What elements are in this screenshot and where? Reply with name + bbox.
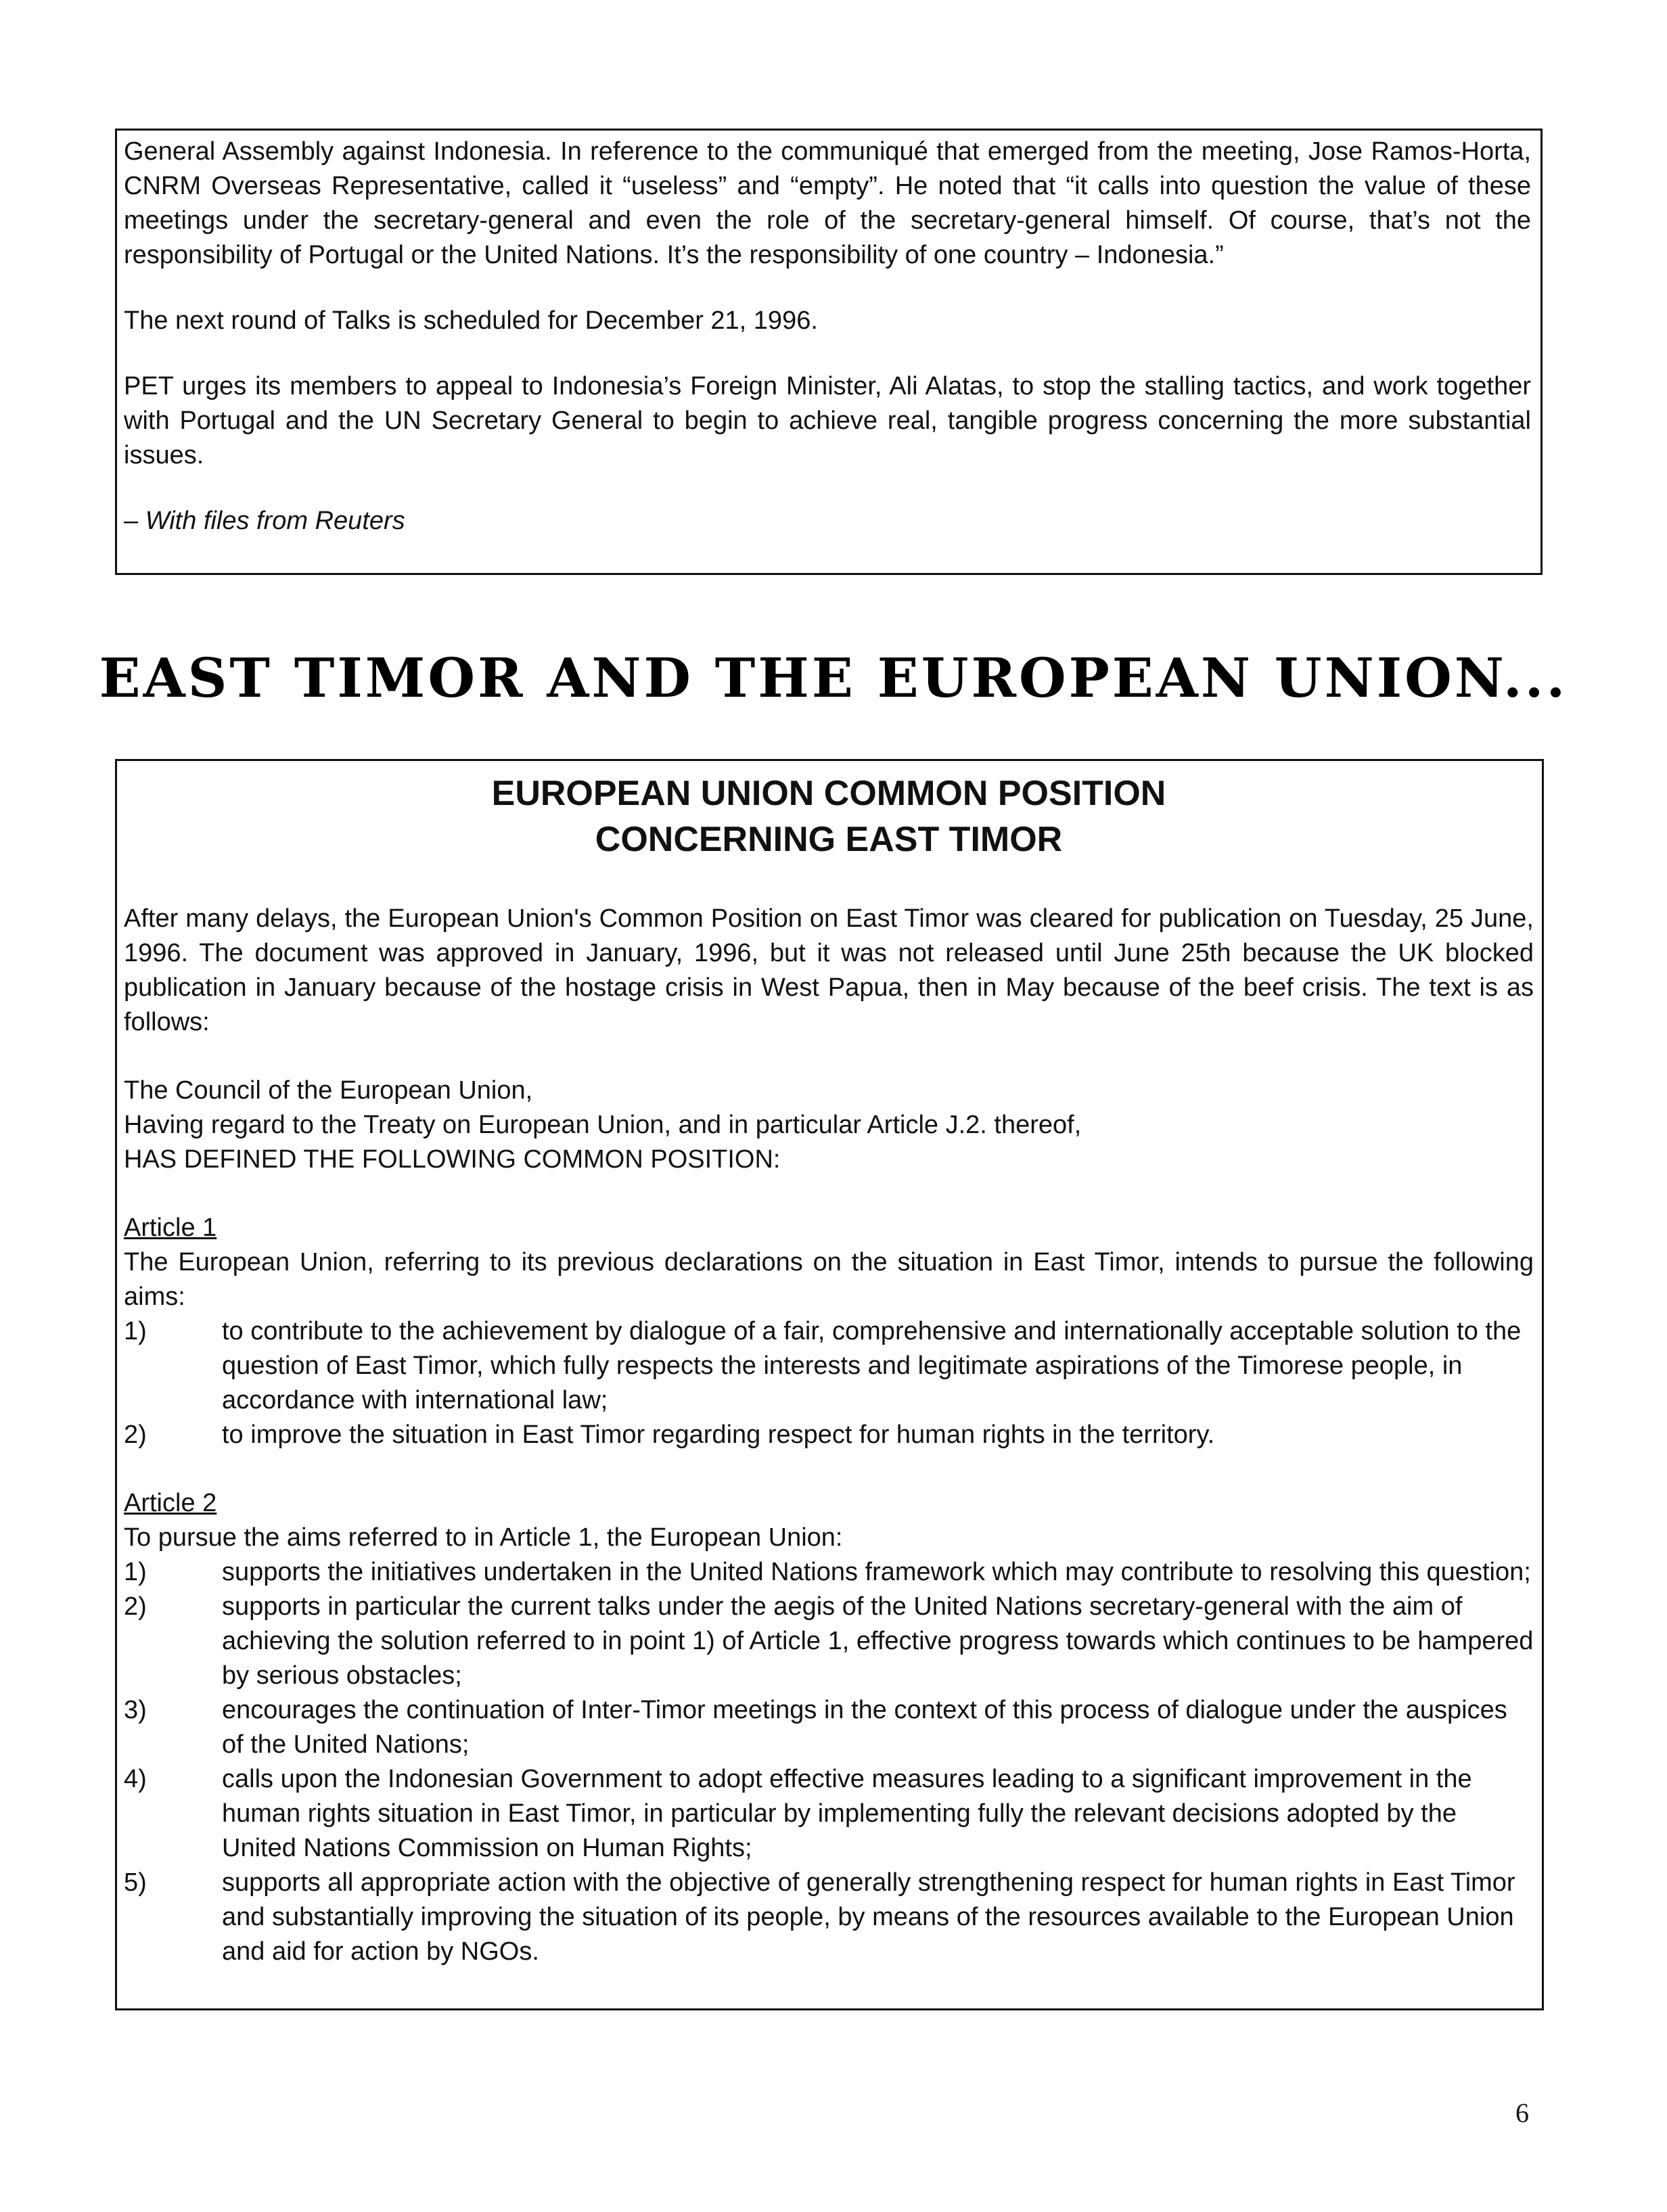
list-item (124, 1762, 1534, 1866)
council-line: HAS DEFINED THE FOLLOWING COMMON POSITION: (124, 1145, 781, 1174)
item-text: supports in particular the current talks under the aegis of the United Nations secretary-general with the aim of achieving the solution referred to in point 1) of Article 1, effective progress towards which continues to be hampered by serious obstacles; (222, 1592, 1534, 1690)
council-preamble (124, 1074, 1534, 1177)
item-number: 3) (124, 1696, 147, 1724)
article-1-heading: Article 1 (124, 1214, 217, 1242)
item-number: 5) (124, 1868, 147, 1897)
item-text: to improve the situation in East Timor regarding respect for human rights in the territory. (222, 1421, 1215, 1449)
common-position-box (115, 759, 1544, 2010)
paragraph-ramos-horta: General Assembly against Indonesia. In reference to the communiqué that emerged from the meeting, Jose Ramos-Horta, CNRM Overseas Representative, called it “useless” and “empty”. He noted that “it calls into question the value of these meetings under the secretary-general and even the role of the secretary-general himself. Of course, that’s not the responsibility of Portugal or the United Nations. It’s the responsibility of one country – Indonesia.” (124, 137, 1531, 269)
list-item (124, 1590, 1534, 1693)
paragraph-pet-appeal: PET urges its members to appeal to Indonesia’s Foreign Minister, Ali Alatas, to stop the stalling tactics, and work together with Portugal and the UN Secretary General to begin to achieve real, tangible progress concerning the more substantial issues. (124, 372, 1531, 469)
item-number: 1) (124, 1317, 147, 1345)
item-text: calls upon the Indonesian Government to adopt effective measures leading to a significant improvement in the human rights situation in East Timor, in particular by implementing fully the relevant decisions adopted by the United Nations Commission on Human Rights; (222, 1765, 1472, 1862)
box-title-line-1: EUROPEAN UNION COMMON POSITION (491, 774, 1166, 813)
top-article-box (115, 129, 1543, 575)
item-number: 4) (124, 1765, 147, 1793)
item-number: 1) (124, 1558, 147, 1586)
council-line: The Council of the European Union, (124, 1076, 533, 1105)
item-text: to contribute to the achievement by dialogue of a fair, comprehensive and internationally acceptable solution to the question of East Timor, which fully respects the interests and legitimate aspirations of the Timorese people, in accordance with international law; (222, 1317, 1522, 1414)
council-line: Having regard to the Treaty on European Union, and in particular Article J.2. thereof, (124, 1111, 1082, 1139)
list-item (124, 1314, 1534, 1418)
item-number: 2) (124, 1592, 147, 1621)
article-2-list (124, 1555, 1534, 1969)
section-heading: EAST TIMOR AND THE EUROPEAN UNION... (99, 646, 1568, 710)
box-title-line-2: CONCERNING EAST TIMOR (595, 820, 1063, 859)
list-item (124, 1866, 1534, 1969)
intro-paragraph: After many delays, the European Union's Common Position on East Timor was cleared for publication on Tuesday, 25 June, 1996. The document was approved in January, 1996, but it was not released until June 25th because the UK blocked publication in January because of the hostage crisis in West Papua, then in May because of the beef crisis. The text is as follows: (124, 904, 1534, 1036)
item-text: encourages the continuation of Inter-Timor meetings in the context of this process of dialogue under the auspices of the United Nations; (222, 1696, 1507, 1759)
credit-line: – With files from Reuters (124, 507, 405, 535)
list-item (124, 1555, 1534, 1590)
list-item (124, 1693, 1534, 1762)
article-2-heading: Article 2 (124, 1489, 217, 1517)
item-text: supports all appropriate action with the objective of generally strengthening respect for human rights in East Timor and substantially improving the situation of its people, by means of the resources available to the European Union and aid for action by NGOs. (222, 1868, 1515, 1966)
article-2-lead: To pursue the aims referred to in Article 1, the European Union: (124, 1523, 843, 1552)
item-number: 2) (124, 1421, 147, 1449)
article-1-lead: The European Union, referring to its previous declarations on the situation in East Timor, intends to pursue the following aims: (124, 1248, 1534, 1311)
list-item (124, 1418, 1534, 1452)
article-1-list (124, 1314, 1534, 1452)
box-title (124, 770, 1534, 862)
paragraph-next-round: The next round of Talks is scheduled for December 21, 1996. (124, 306, 818, 335)
page-number: 6 (1515, 2098, 1529, 2128)
item-text: supports the initiatives undertaken in the United Nations framework which may contribute to resolving this question; (222, 1558, 1531, 1586)
